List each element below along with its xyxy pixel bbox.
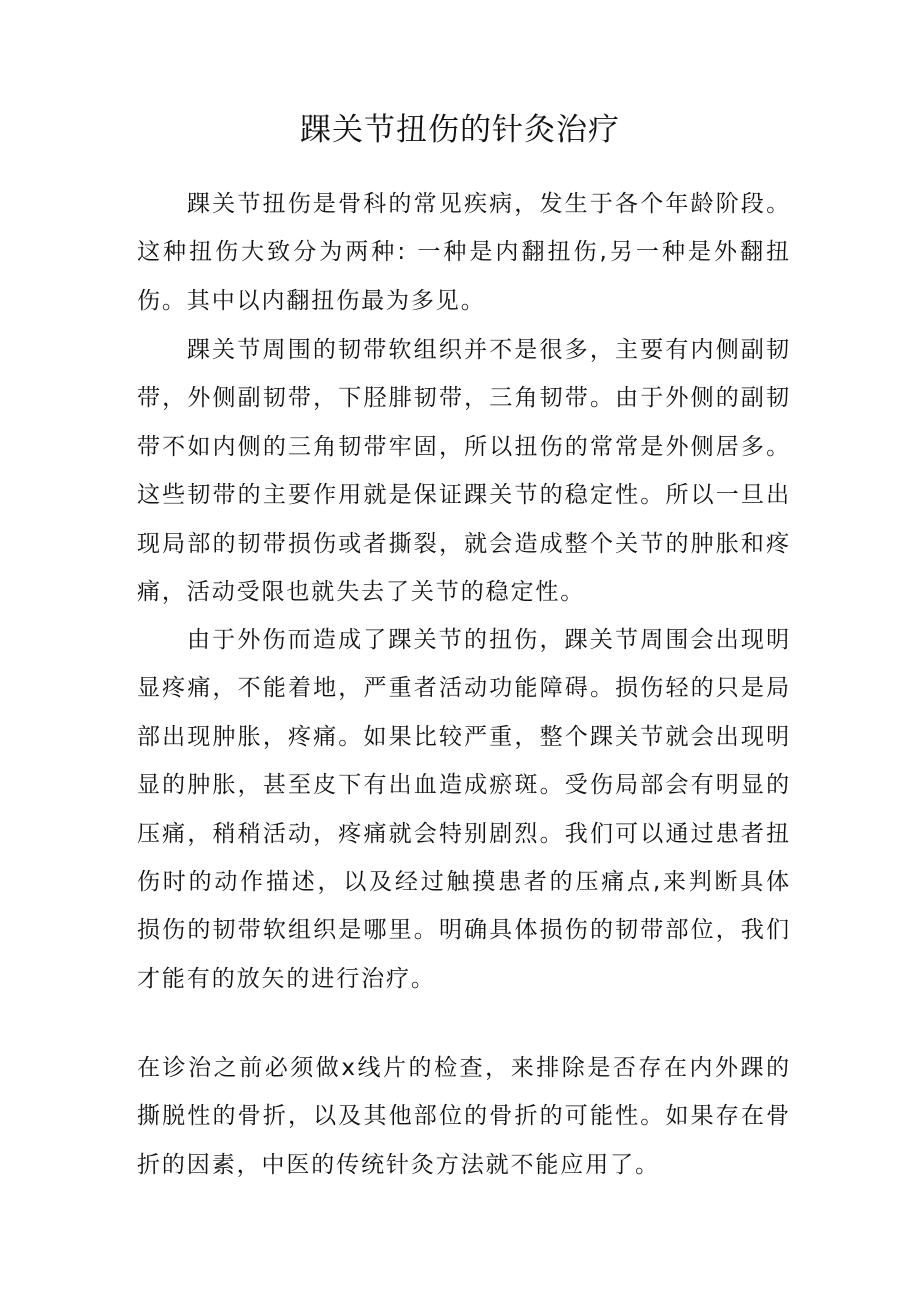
document-title: 踝关节扭伤的针灸治疗 [300, 112, 620, 148]
paragraph-2: 踝关节周围的韧带软组织并不是很多，主要有内侧副韧带，外侧副韧带，下胫腓韧带，三角韧带。由于外侧的副韧带不如内侧的三角韧带牢固，所以扭伤的常常是外侧居多。这些韧带的主要作用就是保证踝关节的稳定性。所以一旦出现局部的韧带损伤或者撕裂，就会造成整个关节的肿胀和疼痛，活动受限也就失去了关节的稳定性。 [137, 337, 791, 606]
paragraph-1: 踝关节扭伤是骨科的常见疾病，发生于各个年龄阶段。这种扭伤大致分为两种: 一种是内翻扭伤,另一种是外翻扭伤。其中以内翻扭伤最为多见。 [137, 191, 791, 314]
paragraph-4: 在诊治之前必须做x线片的检查，来排除是否存在内外踝的撕脱性的骨折，以及其他部位的骨折的可能性。如果存在骨折的因素，中医的传统针灸方法就不能应用了。 [137, 1055, 791, 1178]
paragraph-3: 由于外伤而造成了踝关节的扭伤，踝关节周围会出现明显疼痛，不能着地，严重者活动功能障碍。损伤轻的只是局部出现肿胀，疼痛。如果比较严重，整个踝关节就会出现明显的肿胀，甚至皮下有出血造成瘀斑。受伤局部会有明显的压痛，稍稍活动，疼痛就会特别剧烈。我们可以通过患者扭伤时的动作描述，以及经过触摸患者的压痛点,来判断具体损伤的韧带软组织是哪里。明确具体损伤的韧带部位，我们才能有的放矢的进行治疗。 [137, 627, 791, 992]
